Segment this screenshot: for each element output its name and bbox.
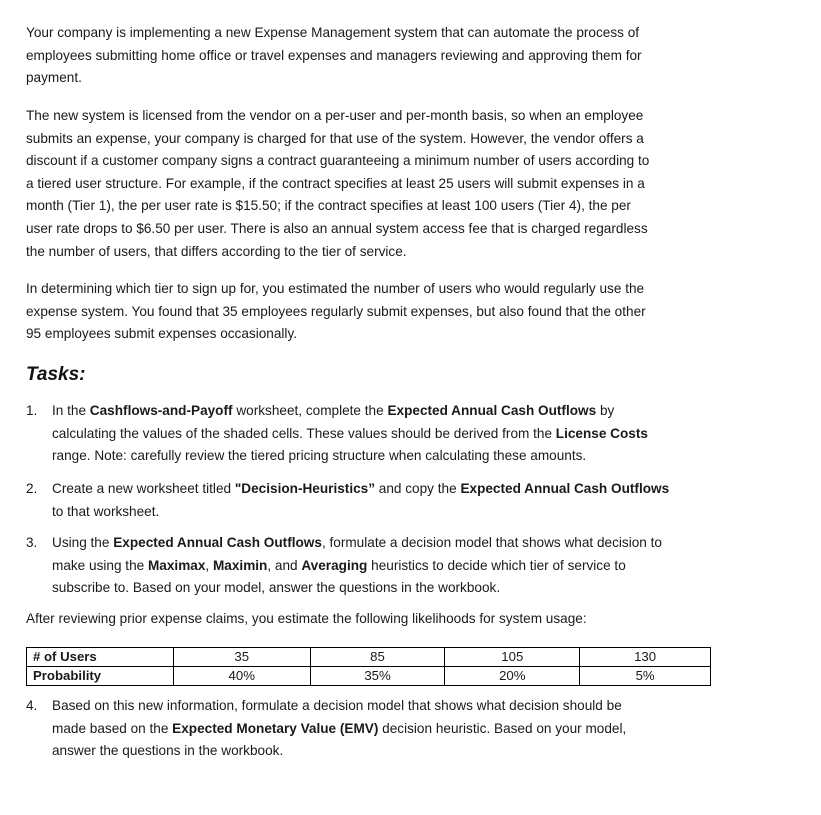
bold-text: Maximin [212,557,268,573]
text-line [52,423,648,446]
text: , [205,557,213,573]
text: a tiered user structure. For example, if the contract specifies at least 25 users will submit expenses in a [26,175,645,191]
text: 95 employees submit expenses occasionally. [26,326,298,342]
text-line [52,695,626,718]
task-text [52,532,662,600]
text-line [26,278,646,301]
text: range. Note: carefully review the tiered pricing structure when calculating these amounts. [52,448,587,464]
text-line [52,577,662,600]
bold-text: Expected Annual Cash Outflows [113,535,322,550]
text-line [26,67,642,90]
text-line [26,22,642,45]
text-line [26,45,642,68]
text: and copy the [375,481,461,496]
text-line [26,105,649,128]
text-line [52,532,662,555]
tasks-heading: Tasks: [26,364,86,385]
table-cell: 105 [445,648,580,667]
text: In the [52,403,90,418]
usage-probability-table [26,647,711,686]
bold-text: Maximax [147,557,206,573]
paragraph-estimate [26,278,646,346]
text: , and [267,557,302,573]
text-line [52,718,626,741]
text: user rate drops to $6.50 per user. There is also an annual system access fee that is charged regardless [26,220,648,236]
task-number: 1. [26,403,38,418]
text: , formulate a decision model that shows what decision to [321,535,662,550]
text: expense system. You found that 35 employees regularly submit expenses, but also found that the other [26,303,646,319]
text: discount if a customer company signs a contract guaranteeing a minimum number of users according to [26,153,650,169]
text: decision heuristic. Based on your model, [378,720,627,736]
table-cell: 35 [173,648,310,667]
text-line [26,128,649,151]
text: Using the [52,535,114,550]
text: payment. [26,70,82,86]
paragraph-intro [26,22,642,90]
text: by [596,403,615,418]
task-text [52,400,648,468]
text-line [26,195,649,218]
after-review-text: After reviewing prior expense claims, you estimate the following likelihoods for system usage: [26,611,587,626]
text: In determining which tier to sign up for, you estimated the number of users who would regularly use the [26,281,645,296]
table-row-probability [27,667,711,686]
task-text [52,478,669,523]
table-cell: 20% [445,667,580,686]
text: Create a new worksheet titled [52,481,235,496]
bold-text: License Costs [555,425,648,441]
text-line [26,150,649,173]
text: Your company is implementing a new Expense Management system that can automate the process of [26,25,640,40]
text: heuristics to decide which tier of service to [367,557,626,573]
text: the number of users, that differs according to the tier of service. [26,243,407,259]
table-cell: 85 [310,648,445,667]
text: employees submitting home office or travel expenses and managers reviewing and approving them for [26,47,642,63]
task-number: 3. [26,535,38,550]
text: month (Tier 1), the per user rate is $15.50; if the contract specifies at least 100 users (Tier 4), the per [26,198,631,214]
text-line [26,218,649,241]
text: submits an expense, your company is charged for that use of the system. However, the vendor offers a [26,130,644,146]
bold-text: Expected Annual Cash Outflows [387,403,597,418]
text-line [26,301,646,324]
row-header: Probability [27,667,174,686]
bold-text: Averaging [301,557,368,573]
text-line [52,445,648,468]
text-line [52,555,662,578]
table-row-users [27,648,711,667]
text: to that worksheet. [52,503,160,519]
text: subscribe to. Based on your model, answer the questions in the workbook. [52,580,501,596]
task-number: 2. [26,481,38,496]
bold-text: "Decision-Heuristics” [234,481,376,496]
text-line [26,173,649,196]
text: make using the [52,557,148,573]
bold-text: Expected Annual Cash Outflows [460,481,670,496]
text-line [26,241,649,264]
table-cell: 130 [580,648,711,667]
task-number: 4. [26,698,38,713]
table-cell: 5% [580,667,711,686]
text: The new system is licensed from the vendor on a per-user and per-month basis, so when an employee [26,108,644,123]
row-header: # of Users [27,648,174,667]
text: calculating the values of the shaded cells. These values should be derived from the [52,425,556,441]
text: Based on this new information, formulate a decision model that shows what decision should be [52,698,622,713]
bold-text: Expected Monetary Value (EMV) [172,720,379,736]
task-text [52,695,626,763]
paragraph-licensing [26,105,649,263]
bold-text: Cashflows-and-Payoff [89,403,233,418]
text-line [52,478,669,501]
text: answer the questions in the workbook. [52,743,284,759]
text-line [52,501,669,524]
text: made based on the [52,720,173,736]
text: worksheet, complete the [232,403,388,418]
text-line [26,323,646,346]
table-cell: 35% [310,667,445,686]
text-line [52,400,648,423]
table-cell: 40% [173,667,310,686]
text-line [52,740,626,763]
